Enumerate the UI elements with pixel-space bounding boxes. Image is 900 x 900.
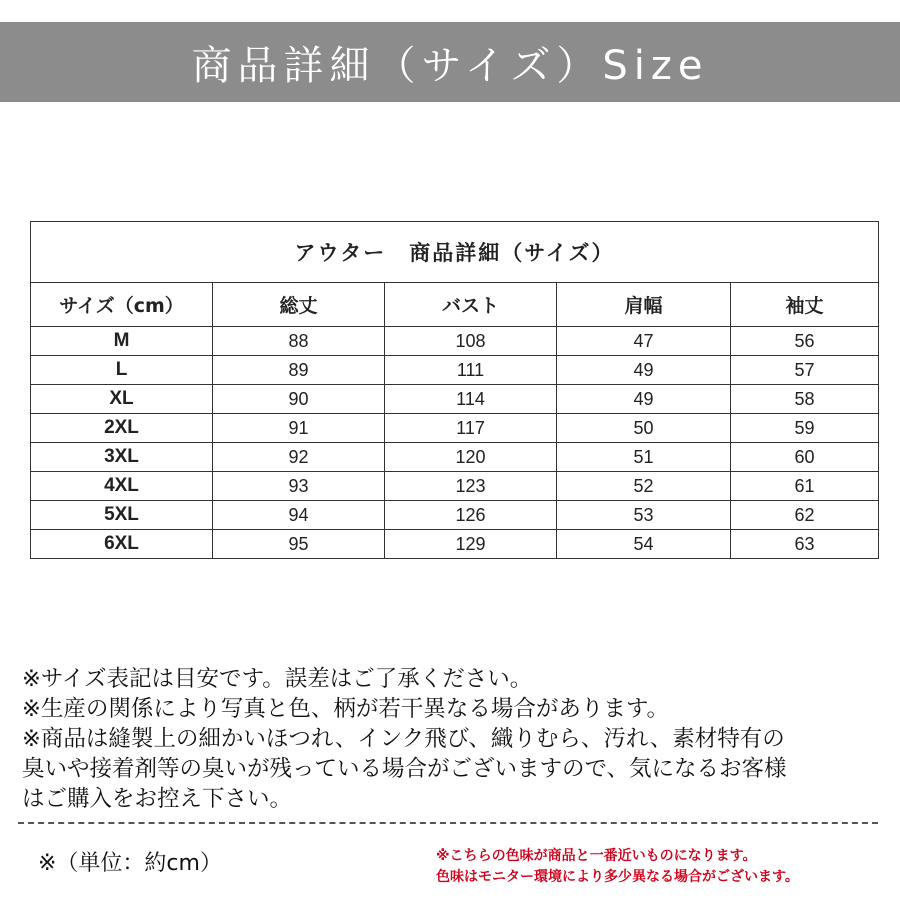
size-cell: 3XL bbox=[31, 443, 213, 472]
length-cell: 91 bbox=[213, 414, 385, 443]
shoulder-cell: 53 bbox=[557, 501, 731, 530]
note-line: ※サイズ表記は目安です。誤差はご了承ください。 bbox=[22, 666, 533, 692]
column-header-bust: バスト bbox=[385, 283, 557, 327]
shoulder-cell: 54 bbox=[557, 530, 731, 559]
sleeve-cell: 60 bbox=[731, 443, 879, 472]
shoulder-cell: 52 bbox=[557, 472, 731, 501]
note-line: 臭いや接着剤等の臭いが残っている場合がございますので、気になるお客様 bbox=[22, 756, 787, 782]
unit-note: ※（単位：約cm） bbox=[38, 851, 222, 876]
sleeve-cell: 63 bbox=[731, 530, 879, 559]
length-cell: 94 bbox=[213, 501, 385, 530]
table-row bbox=[31, 472, 879, 501]
table-caption: アウター 商品詳細（サイズ） bbox=[31, 222, 879, 283]
bust-cell: 120 bbox=[385, 443, 557, 472]
table-row bbox=[31, 385, 879, 414]
color-note-line: ※こちらの色味が商品と一番近いものになります。 bbox=[436, 848, 757, 864]
page-banner bbox=[0, 22, 900, 102]
shoulder-cell: 49 bbox=[557, 385, 731, 414]
table-row bbox=[31, 327, 879, 356]
length-cell: 95 bbox=[213, 530, 385, 559]
sleeve-cell: 57 bbox=[731, 356, 879, 385]
table-header-row bbox=[31, 283, 879, 327]
bust-cell: 123 bbox=[385, 472, 557, 501]
table-row bbox=[31, 356, 879, 385]
sleeve-cell: 61 bbox=[731, 472, 879, 501]
bust-cell: 114 bbox=[385, 385, 557, 414]
size-cell: M bbox=[31, 327, 213, 356]
shoulder-cell: 50 bbox=[557, 414, 731, 443]
shoulder-cell: 49 bbox=[557, 356, 731, 385]
length-cell: 88 bbox=[213, 327, 385, 356]
table-row bbox=[31, 414, 879, 443]
sleeve-cell: 56 bbox=[731, 327, 879, 356]
sleeve-cell: 58 bbox=[731, 385, 879, 414]
note-line: ※生産の関係により写真と色、柄が若干異なる場合があります。 bbox=[22, 696, 670, 722]
bust-cell: 117 bbox=[385, 414, 557, 443]
note-line: ※商品は縫製上の細かいほつれ、インク飛び、織りむら、汚れ、素材特有の bbox=[22, 726, 785, 752]
bust-cell: 126 bbox=[385, 501, 557, 530]
table-row bbox=[31, 443, 879, 472]
bust-cell: 129 bbox=[385, 530, 557, 559]
banner-title: 商品詳細（サイズ）Size bbox=[191, 42, 709, 89]
bust-cell: 108 bbox=[385, 327, 557, 356]
sleeve-cell: 62 bbox=[731, 501, 879, 530]
size-table bbox=[30, 221, 879, 559]
size-cell: 2XL bbox=[31, 414, 213, 443]
note-line: はご購入をお控え下さい。 bbox=[22, 786, 293, 812]
length-cell: 93 bbox=[213, 472, 385, 501]
size-cell: 5XL bbox=[31, 501, 213, 530]
column-header-size: サイズ（cm） bbox=[31, 283, 213, 327]
column-header-shoulder: 肩幅 bbox=[557, 283, 731, 327]
length-cell: 92 bbox=[213, 443, 385, 472]
shoulder-cell: 51 bbox=[557, 443, 731, 472]
shoulder-cell: 47 bbox=[557, 327, 731, 356]
color-note-line: 色味はモニター環境により多少異なる場合がございます。 bbox=[436, 869, 799, 885]
table-row bbox=[31, 501, 879, 530]
size-cell: L bbox=[31, 356, 213, 385]
column-header-length: 総丈 bbox=[213, 283, 385, 327]
sleeve-cell: 59 bbox=[731, 414, 879, 443]
size-cell: 4XL bbox=[31, 472, 213, 501]
length-cell: 90 bbox=[213, 385, 385, 414]
table-row bbox=[31, 530, 879, 559]
color-note bbox=[436, 846, 799, 888]
size-cell: 6XL bbox=[31, 530, 213, 559]
notes-block bbox=[22, 664, 892, 814]
column-header-sleeve: 袖丈 bbox=[731, 283, 879, 327]
bust-cell: 111 bbox=[385, 356, 557, 385]
dashed-divider bbox=[18, 822, 878, 824]
size-cell: XL bbox=[31, 385, 213, 414]
length-cell: 89 bbox=[213, 356, 385, 385]
table-caption-row bbox=[31, 222, 879, 283]
